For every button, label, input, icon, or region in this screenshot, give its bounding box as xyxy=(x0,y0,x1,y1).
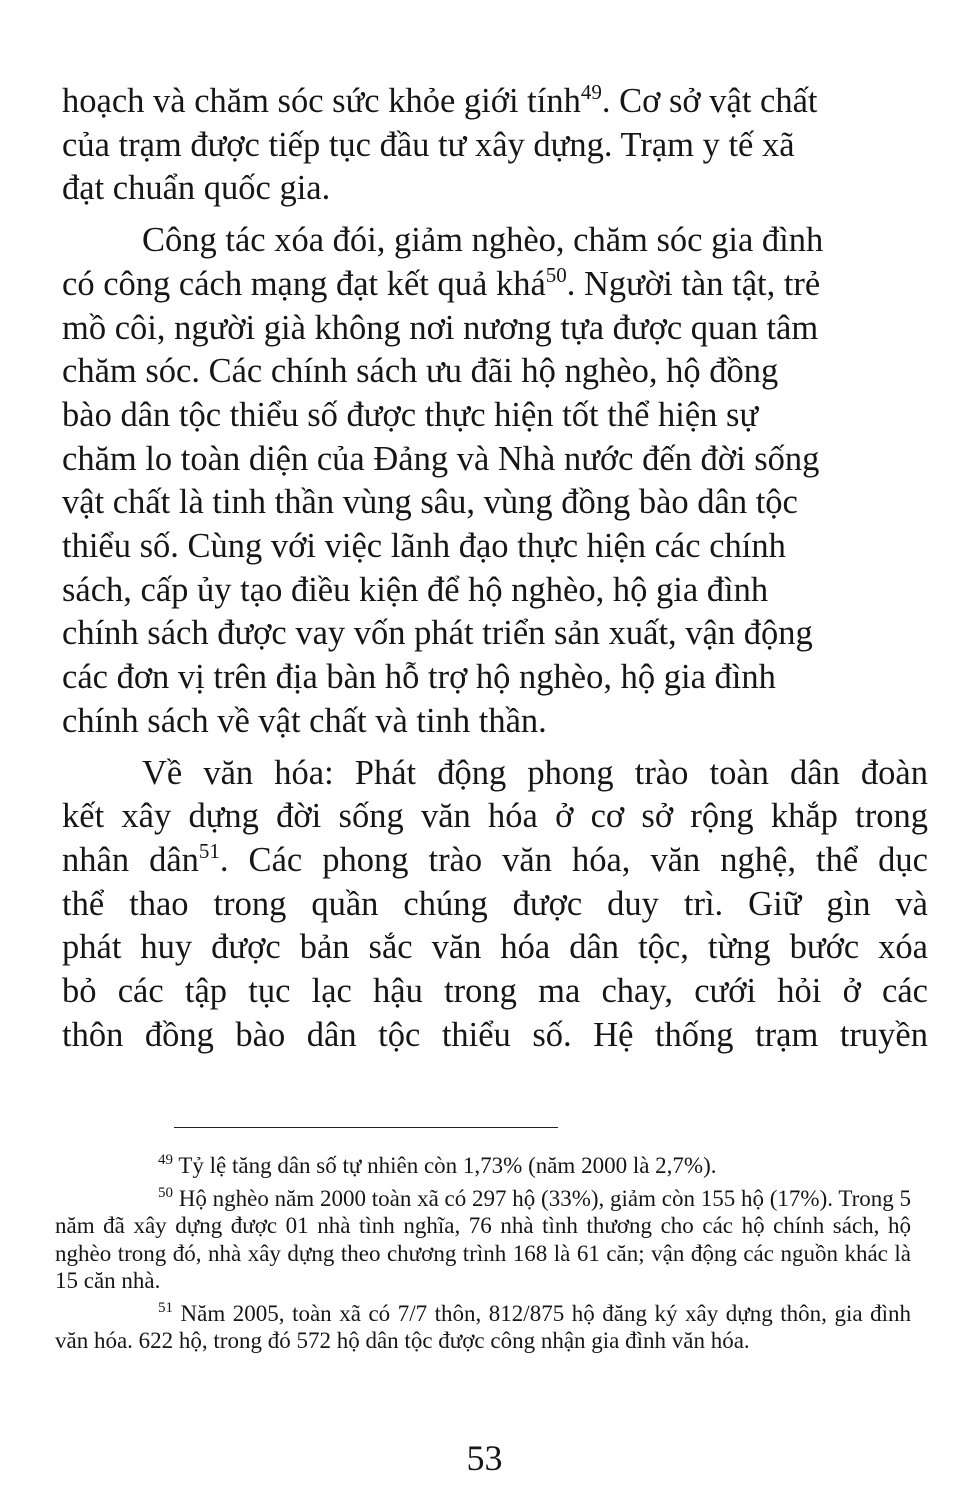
footnote-ref-50[interactable]: 50 xyxy=(545,262,567,287)
footnote-text: Năm 2005, toàn xã có 7/7 thôn, 812/875 hộ đăng ký xây dựng thôn, gia đình văn hóa. 622 hộ, trong đó 572 hộ dân tộc được công nhận gia đình văn hóa. xyxy=(55,1301,911,1354)
footnote-51 xyxy=(55,1300,911,1354)
footnote-text: Tỷ lệ tăng dân số tự nhiên còn 1,73% (năm 2000 là 2,7%). xyxy=(173,1153,717,1178)
line: phát huy được bản sắc văn hóa dân tộc, từng bước xóa xyxy=(62,928,928,967)
footnote-text: Hộ nghèo năm 2000 toàn xã có 297 hộ (33%), giảm còn 155 hộ (17%). Trong 5 năm đã xây dựng được 01 nhà tình nghĩa, 76 nhà tình thương cho các hộ chính sách, hộ nghèo trong đó, nhà xây dựng theo chương trình 168 là 61 căn; vận động các nguồn khác là 15 căn nhà. xyxy=(55,1186,911,1293)
footnote-ref-49[interactable]: 49 xyxy=(580,80,602,104)
footnote-number: 49 xyxy=(158,1152,173,1168)
line: có công cách mạng đạt kết quả khá$^{50}$. Người tàn tật, trẻ xyxy=(62,262,821,303)
line: đạt chuẩn quốc gia. xyxy=(62,169,331,208)
line: chăm sóc. Các chính sách ưu đãi hộ nghèo, hộ đồng xyxy=(62,352,779,391)
paragraph-poverty-reduction xyxy=(62,219,928,743)
line: bỏ các tập tục lạc hậu trong ma chay, cưới hỏi ở các xyxy=(62,972,928,1011)
line: sách, cấp ủy tạo điều kiện để hộ nghèo, hộ gia đình xyxy=(62,570,769,609)
line: thôn đồng bào dân tộc thiểu số. Hệ thống trạm truyền xyxy=(62,1015,928,1054)
line: chính sách được vay vốn phát triển sản xuất, vận động xyxy=(62,614,813,653)
footnote-divider xyxy=(174,1127,558,1128)
paragraph-culture xyxy=(62,752,928,1058)
line: kết xây dựng đời sống văn hóa ở cơ sở rộng khắp trong xyxy=(62,797,928,836)
line: vật chất là tinh thần vùng sâu, vùng đồng bào dân tộc xyxy=(62,483,798,522)
line: của trạm được tiếp tục đầu tư xây dựng. Trạm y tế xã xyxy=(62,125,795,164)
line: thiểu số. Cùng với việc lãnh đạo thực hiện các chính xyxy=(62,527,786,566)
line: nhân dân$^{51}$. Các phong trào văn hóa, văn nghệ, thể dục xyxy=(62,838,928,879)
line: chăm lo toàn diện của Đảng và Nhà nước đến đời sống xyxy=(62,439,820,478)
line: bào dân tộc thiểu số được thực hiện tốt thể hiện sự xyxy=(62,395,759,434)
line: hoạch và chăm sóc sức khỏe giới tính$^{49}$. Cơ sở vật chất xyxy=(62,80,818,120)
footnote-49 xyxy=(55,1152,911,1179)
paragraph-health-station xyxy=(62,80,928,211)
main-text xyxy=(62,80,928,1057)
line: mồ côi, người già không nơi nương tựa được quan tâm xyxy=(62,308,819,347)
footnote-number: 50 xyxy=(158,1185,173,1202)
footnote-50 xyxy=(55,1185,911,1294)
footnote-ref-51[interactable]: 51 xyxy=(198,838,220,863)
footnotes xyxy=(55,1152,911,1360)
line: chính sách về vật chất và tinh thần. xyxy=(62,701,547,740)
footnote-number: 51 xyxy=(158,1300,173,1317)
page-number: 53 xyxy=(466,1438,503,1478)
line: Công tác xóa đói, giảm nghèo, chăm sóc gia đình xyxy=(142,221,824,260)
line: thể thao trong quần chúng được duy trì. Giữ gìn và xyxy=(62,884,928,923)
line: Về văn hóa: Phát động phong trào toàn dân đoàn xyxy=(142,753,928,792)
line: các đơn vị trên địa bàn hỗ trợ hộ nghèo, hộ gia đình xyxy=(62,658,776,697)
